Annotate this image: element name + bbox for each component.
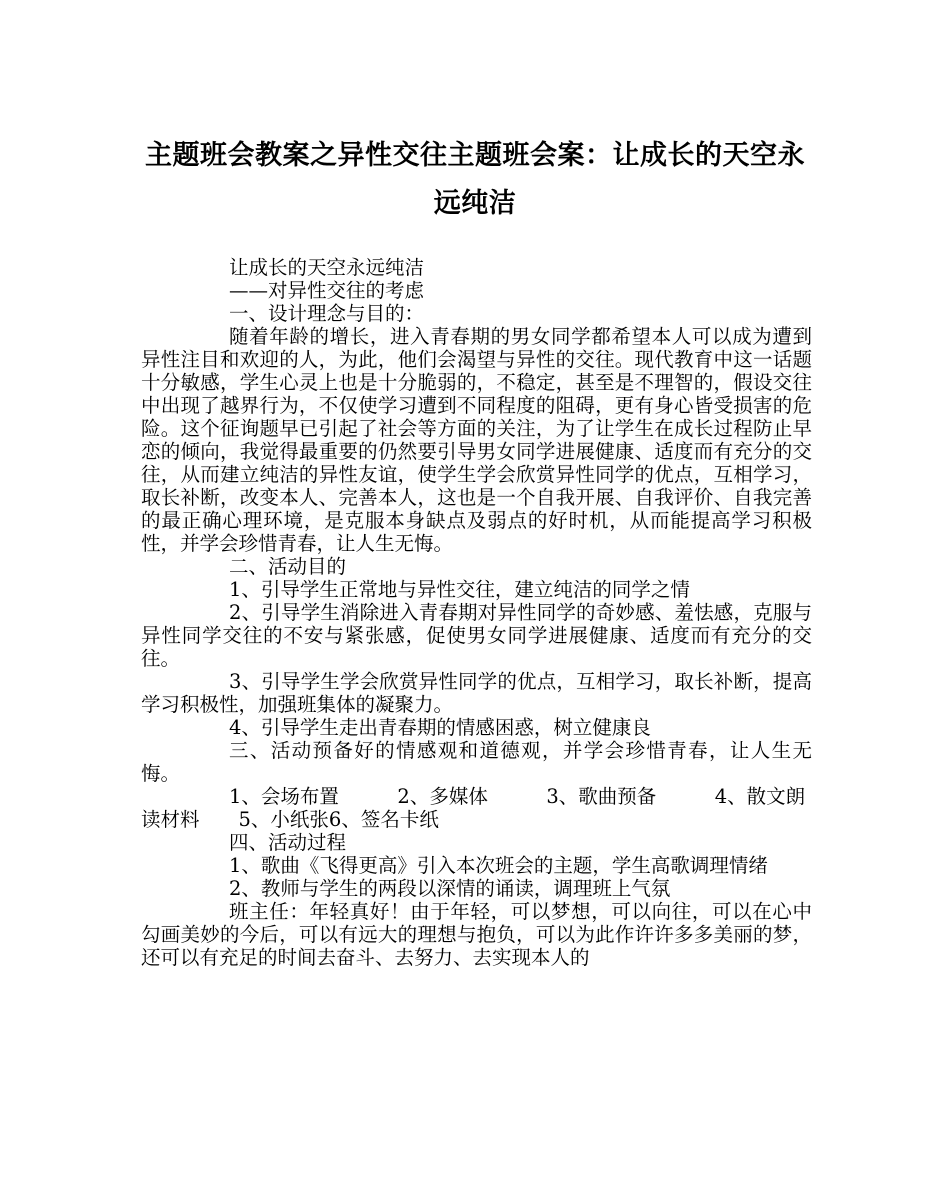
paragraph: 二、活动目的 [229,555,347,578]
paragraph: 1、歌曲《飞得更高》引入本次班会的主题，学生高歌调理情绪 [229,854,768,877]
document-body [141,256,812,969]
paragraph: 2、引导学生消除进入青春期对异性同学的奇妙感、羞怯感，克服与异性同学交往的不安与紧张感，促使男女同学进展健康、适度而有充分的交往。 [141,601,812,670]
paragraph: 4、引导学生走出青春期的情感困惑，树立健康良 [229,716,651,739]
paragraph: 1、引导学生正常地与异性交往，建立纯洁的同学之情 [229,578,690,601]
paragraph: ——对异性交往的考虑 [229,279,425,302]
paragraph: 一、设计理念与目的： [229,302,425,325]
paragraph: 三、活动预备好的情感观和道德观，并学会珍惜青春，让人生无悔。 [141,739,812,785]
paragraph: 随着年龄的增长，进入青春期的男女同学都希望本人可以成为遭到异性注目和欢迎的人，为此，他们会渴望与异性的交往。现代教育中这一话题十分敏感，学生心灵上也是十分脆弱的，不稳定，甚至是不理智的，假设交往中出现了越界行为，不仅使学习遭到不同程度的阻碍，更有身心皆受损害的危险。这个征询题早已引起了社会等方面的关注，为了让学生在成长过程防止早恋的倾向，我觉得最重要的仍然要引导男女同学进展健康、适度而有充分的交往，从而建立纯洁的异性友谊，使学生学会欣赏异性同学的优点，互相学习，取长补断，改变本人、完善本人，这也是一个自我开展、自我评价、自我完善的最正确心理环境，是克服本身缺点及弱点的好时机，从而能提高学习积极性，并学会珍惜青春，让人生无悔。 [141,325,812,555]
paragraph: 班主任：年轻真好！由于年轻，可以梦想，可以向往，可以在心中勾画美妙的今后，可以有远大的理想与抱负，可以为此作许许多多美丽的梦，还可以有充足的时间去奋斗、去努力、去实现本人的 [141,900,812,969]
paragraph: 2、教师与学生的两段以深情的诵读，调理班上气氛 [229,877,671,900]
paragraph: 3、引导学生学会欣赏异性同学的优点，互相学习，取长补断，提高学习积极性，加强班集体的凝聚力。 [141,670,812,716]
paragraph-preparation-list: 1、会场布置 2、多媒体 3、歌曲预备 4、散文朗读材料 5、小纸张6、签名卡纸 [141,785,806,831]
paragraph: 让成长的天空永远纯洁 [229,256,425,279]
paragraph: 四、活动过程 [229,831,347,854]
document-title: 主题班会教案之异性交往主题班会案：让成长的天空永远纯洁 [145,140,805,219]
